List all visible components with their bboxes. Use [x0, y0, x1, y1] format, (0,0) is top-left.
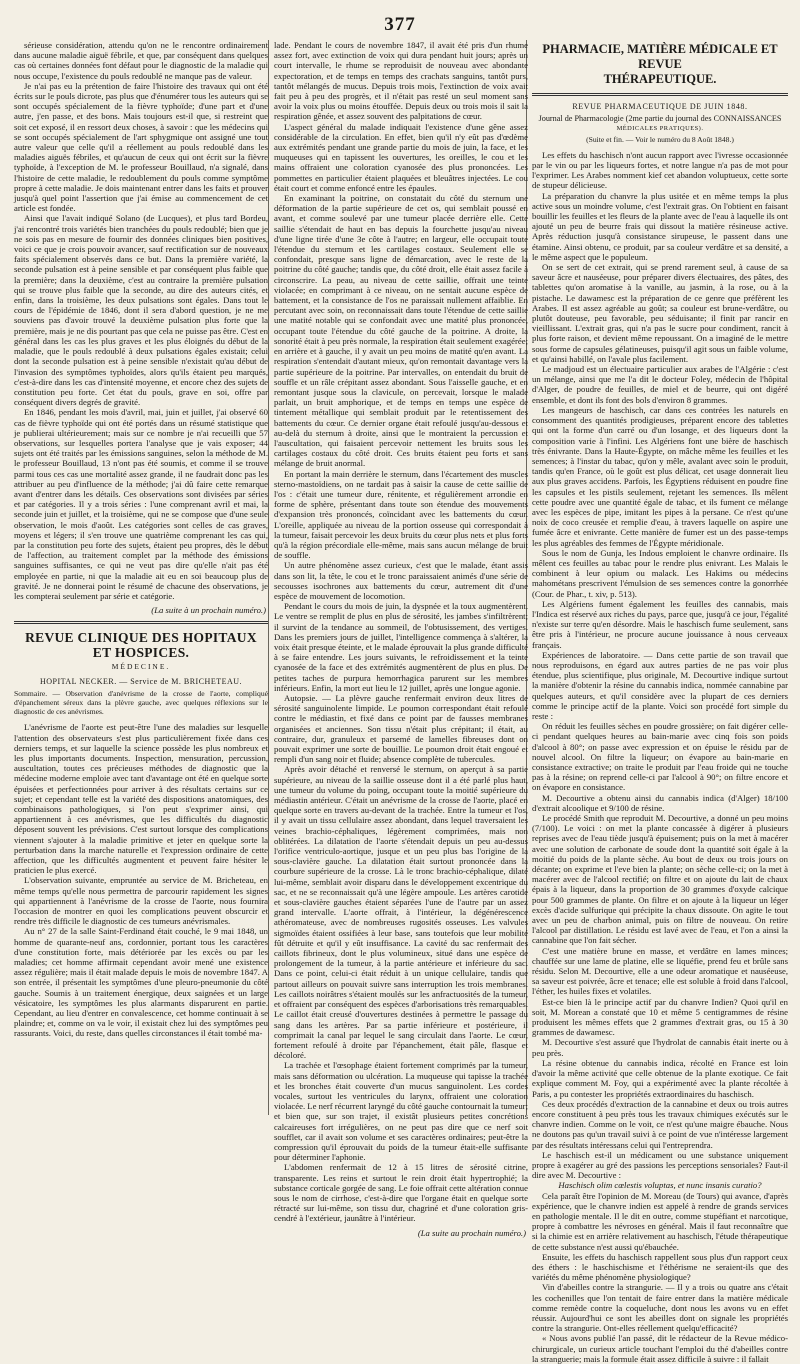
col3-paragraph: Vin d'abeilles contre la strangurie. — Il y a trois ou quatre ans c'était les cochenilles que l'on tentait de faire entrer dans la matière médicale comme remède contre la coqueluche, dont nous les avons vu en effet réussir. Aujourd'hui ce sont les abeilles dont on signale les propriétés contre la strangurie. Ont-elles réellement quelqu'efficacité? — [532, 1282, 788, 1334]
col3-paragraph: Est-ce bien là le principe actif par du chanvre Indien? Quoi qu'il en soit, M. Morean a constaté que 10 et même 5 centigrammes de résine produisent les mêmes effets que 2 grammes d'extrait gras, ou 15 à 30 grammes de dawamesc. — [532, 996, 788, 1038]
col1-paragraph: Je n'ai pas eu la prétention de faire l'histoire des travaux qui ont été écrits sur le pouls dicrote, pas plus que d'énumérer tous les auteurs qui se sont occupés spécialement de la fièvre typhoïde; d'une part et d'une autre, j'en passe, et des bons. Mais toujours est-il que, si restreint que soit cet exposé, il en ressort deux choses, à savoir : que les médecins qui se sont occupés spécialement de l'art sphygmique ont assigné une tout autre valeur que celle qu'il a réellement au pouls redoublé dans les maladies aiguës fébriles, et qu'aucun de ceux qui ont écrit sur la fièvre typhoïde, à l'exception de M. le professeur Bouillaud, n'a signalé, dans l'histoire de cette maladie, le redoublement du pouls comme symptôme propre à cette maladie. Je dois maintenant entrer dans les faits et prouver jusqu'à quel point l'assertion que j'ai émise au commencement de cet article est fondée. — [14, 80, 268, 214]
col1-paragraph: Ainsi que l'avait indiqué Solano (de Lucques), et plus tard Bordeu, j'ai rencontré trois variétés bien tranchées du pouls redoublé; bien que je ne sois pas en mesure de fournir des données cliniques bien positives, voici ce que je crois pouvoir avancer, sauf rectification sur de nouveaux faits spécialement observés dans ce but. Dans la première variété, la seconde pulsation est à peine sensible et par conséquent plus faible que la première; dans la deuxième, c'est au contraire la première pulsation qui se trouve plus faible que la seconde, au dire des auteurs cités, et enfin, dans la troisième, les deux pulsations sont égales. Dans tout le cours de l'épidémie de 1846, dont il sera d'abord question, je ne me souviens pas d'avoir trouvé la deuxième pulsation plus forte que la première, mais je ne dis pourtant pas que cela ne puisse pas être. C'est en général dans les cas les plus graves et les plus éloignés du début de la maladie, que le pouls redoublé à deux pulsations égales existait; celui dont la seconde pulsation est à peine sensible n'existait qu'au début de l'invasion des symptômes typhoïdes, alors qu'ils étaient peu marqués, c'est-à-dire dans les cas d'intensité moyenne, et encore chez des sujets de constitution peu forte. Cet état du pouls, grave en soi, offre par conséquent divers degrés de gravité. — [14, 213, 268, 408]
col1-paragraph: L'anévrisme de l'aorte est peut-être l'une des maladies sur lesquelle l'attention des observateurs s'est plus particulièrement fixée dans ces derniers temps, et sur laquelle la science possède les plus nombreux et les plus importants documents. Inspection, mensuration, percussion, auscultation, toutes ces précieuses méthodes de diagnostic que la médecine moderne emploie avec tant d'avantage ont été en quelque sorte épuisées et perfectionnées pour arriver à des résultats certains sur ce sujet; et cependant telle est la variété des dispositions anatomiques, des combinaisons pathologiques, si l'on peut s'exprimer ainsi, qui appartiennent à ces anévrismes, que les difficultés du diagnostic déposent souvent les prévisions. C'est surtout lorsque des complications viennent s'ajouter à la maladie primitive et jeter en quelque sorte la perturbation dans la marche naturelle et l'expression ordinaire de cette affection, que les difficultés augmentent et peuvent faire hésiter le praticien le plus exercé. — [14, 722, 268, 876]
hospital-heading: HOPITAL NECKER. — Service de M. BRICHETEAU. — [39, 676, 243, 686]
col3-paragraph: Sous le nom de Gunja, les Indous emploient le chanvre ordinaire. Ils mêlent ces feuilles au tabac pour le rendre plus enivrant. Les Malais le combinent à leur opium ou malack. Les Hakims ou médecins mahométans prescrivent l'émulsion de ses semences contre la gonorrhée (Cour. de Phar., t. xiv, p. 513). — [532, 547, 788, 599]
column-2 — [274, 40, 528, 1238]
column-3-title-line1: PHARMACIE, MATIÈRE MÉDICALE ET REVUE — [542, 42, 778, 71]
col2-paragraph: En examinant la poitrine, on constatait du côté du sternum une déformation de la partie supérieure de cet os, qui semblait poussé en avant, et comme soulevé par une tumeur placée derrière elle. Cette saillie s'étendait de haut en bas depuis la fourchette jusqu'au niveau d'une ligne tirée d'une 3e côte à l'autre; en largeur, elle occupait toute l'étendue du sternum et les cartilages costaux. Seulement elle se confondait, presque sans ligne de démarcation, avec le reste de la poitrine du côté gauche; tandis que, du côté droit, elle était assez facile à circonscrire. La peau, au niveau de cette saillie, offrait une teinte violacée; en comprimant à ce niveau, on ne sentait aucune espèce de battement, et la consistance de l'os ne paraissait nullement affaiblie. En percutant avec soin, on reconnaissait dans toute l'étendue de cette saillie une matité notable qui se confondait avec une matité plus prononcée, occupant toute l'étendue du côté gauche de la poitrine. A droite, la sonorité était à peu près normale, la respiration était seulement exagérée; en arrière et à gauche, il y avait un peu moins de matité qu'en avant. La respiration s'entendait d'autant mieux, qu'on remontait davantage vers la partie supérieure de la poitrine. Par intervalles, on entendait du bruit de souffle et un râle crépitant assez abondant. Sous l'aisselle gauche, et en remontant jusque sous la clavicule, on percevait, lorsque le malade parlait, un bruit amphorique, et de temps en temps une espèce de tintement métallique qui semblait produit par le retentissement des battements du cœur. Ce dernier organe était refoulé jusqu'au-dessous et au-delà du sternum à droite, ainsi que le montraient la percussion et l'auscultation, qui faisaient percevoir nettement les bruits sous les cartilages costaux du côté droit. Ces bruits étaient peu forts et sans mélange de bruit anormal. — [274, 193, 528, 469]
col2-paragraph: En portant la main derrière le sternum, dans l'écartement des muscles sterno-mastoïdiens, on ne tardait pas à saisir la cause de cette saillie de l'os : c'était une tumeur dure, rénitente, et régulièrement arrondie en forme de sphère, présentant dans toute son étendue des mouvements d'expansion très prononcés, coïncidant avec les battements du cœur. L'oreille, appliquée au niveau de la portion osseuse qui correspondait à la tumeur, faisait percevoir les deux bruits du cœur plus nets et plus forts qu'à la région précordiale elle-même, mais sans aucun mélange de bruit de souffle. — [274, 468, 528, 561]
col3-paragraph: Cela paraît être l'opinion de M. Moreau (de Tours) qui avance, d'après expérience, que le chanvre indien est appelé à rendre de grands services en pathologie mentale. Il le dit en outre, comme stupéfiant et narcotique, propre à combattre les névroses en général. Mais il faut reconnaître que si la chimie est en arrière relativement au haschisch, l'étude thérapeutique de cette substance n'est aussi qu'ébauchée. — [532, 1190, 788, 1252]
col2-paragraph: Après avoir détaché et renversé le sternum, on aperçut à sa partie supérieure, au niveau de la saillie osseuse dont il a été parlé plus haut, une tumeur du volume du poing, occupant toute la moitié supérieure du médiastin antérieur. C'était un anévrisme de la crosse de l'aorte, placé en quelque sorte en travers au-devant de la trachée. Entre la tumeur et l'os, il y avait un tissu cellulaire assez abondant, dans lequel traversaient les veines brachio-céphaliques, légèrement comprimées, mais non oblitérées. La dilatation de l'aorte s'étendait depuis un peu au-dessus l'orifice ventriculo-aortique, jusque et un peu plus bas l'origine de la sous-clavière gauche. La dilatation était surtout prononcée dans la courbure supérieure de la crosse. Là le tronc brachio-céphalique, dilaté lui-même, semblait avoir disparu dans le développement excentrique du sac, et ne se reconnaissait qu'à une légère ampoule. Les artères carotide et sous-clavière gauches étaient séparées l'une de l'autre par un assez grand intervalle. L'aorte offrait, à l'intérieur, la dégénérescence athéromateuse, avec de nombreuses rugosités osseuses. Les valvules sigmoïdes étaient ossifiées à leur base, sans toutefois que leur mobilité fût détruite et qu'il y eût insuffisance. La cavité du sac renfermait des caillots fibrineux, dont le plus volumineux, situé dans une espèce de prolongement de la tumeur, à la partie antérieure et inférieure du sac. Dans ce point, celui-ci était réduit à un unique cellulaire, tandis que partout ailleurs on pouvait suivre sans interruption les trois membranes. Les caillots noirâtres s'étaient moulés sur les anfractuosités de la tumeur, et offraient par conséquent des espèces d'arborisations très remarquables. Le caillot était creusé d'ouvertures destinées à permettre le passage du sang dans les artères. Par sa partie inférieure et postérieure, il comprimait la canal par lequel le sang circulait dans l'aorte. Le cœur, fortement refoulé à droite par l'épanchement, était pâle, flasque et décoloré. — [274, 764, 528, 1061]
col3-paragraph: Le madjoud est un électuaire particulier aux arabes de l'Algérie : c'est un mélange, ainsi que me l'a dit le docteur Foley, médecin de l'hôpital d'Alger, de poudre de feuilles, de miel et de beurre, qui ont digéré ensemble, et dont ils font des bols d'environ 8 grammes. — [532, 364, 788, 405]
col3-paragraph: « Nous avons publié l'an passé, dit le rédacteur de la Revue médico-chirurgicale, un curieux article touchant l'emploi du thé d'abeilles contre la stranguerie; mais la formule était assez difficile à suivre : il fallait — [532, 1333, 788, 1364]
continued-note: (La suite au prochain numéro.) — [417, 1227, 526, 1238]
col3-paragraph: Expériences de laboratoire. — Dans cette partie de son travail que nous reproduisons, en égard aux autres parties de ne pas voir plus étendue, plus scientifique, plus originale, M. Decourtive indique surtout la manière d'obtenir la résine du cannabis indica, nommée cannabine par quelques auteurs, et qu'il considère avec la plupart de ces derniers comme le principe actif de la plante. Voici son procédé fort simple du reste : — [532, 649, 788, 721]
col3-paragraph: M. Decourtive s'est assuré que l'hydrolat de cannabis était inerte ou à peu près. — [532, 1037, 788, 1058]
section-subtitle: MÉDECINE. — [111, 662, 171, 672]
col1-paragraph: L'observation suivante, empruntée au service de M. Bricheteau, en même temps qu'elle nous permettra de parcourir rapidement les signes qui appartiennent à l'anévrisme de la crosse de l'aorte, nous fournira l'occasion de montrer en quoi les complications peuvent obscurcir et rendre très difficile le diagnostic de ces tumeurs anévrismales. — [14, 875, 268, 927]
col3-paragraph: M. Decourtive a obtenu ainsi du cannabis indica (d'Alger) 18/100 d'extrait alcoolique et 9/100 de résine. — [532, 792, 788, 813]
col3-paragraph: Les mangeurs de haschisch, car dans ces contrées les naturels en consomment des quantités prodigieuses, préparent encore des tablettes qui ont la forme d'un carré ou d'un losange, et des liqueurs dont la composition varie à l'infini. Les Algériens font une bière de haschisch très énivrante. Dans la Haute-Égypte, on mâche même les feuilles et les semences; à l'instar du tabac, qu'on y mêle, avalant avec soin le produit, tandis qu'en France, où le goût est plus délicat, cet usage donnerait lieu aux plus graves accidens. Parfois, les Égyptiens réduisent en poudre fine les capsules et les pistils seulement, rejetant les semences. Ils mêlent cette poudre avec une quantité égale de tabac, et ils fument ce mélange avec les espèces de pipe, imitant les pipes à la persane. Ce n'est qu'une noix de coco creusée et remplie d'eau, à travers laquelle on aspire une fumée âcre et enivrante. Cette manière de fumer est un des passe-temps les plus agréables des femmes de l'Égypte méridionale. — [532, 404, 788, 548]
sommaire: Sommaire. — Observation d'anévrisme de la crosse de l'aorte, compliqué d'épanchement séreux dans la plèvre gauche, avec quelques réflexions sur le diagnostic de ces anévrismes. — [14, 688, 268, 717]
col3-paragraph: Haschisch olim cœlestis voluptas, et nunc insanis curatio? — [558, 1180, 762, 1191]
col3-paragraph: La préparation du chanvre la plus usitée et en même temps la plus active sous un moindre volume, c'est l'extrait gras. On l'obtient en faisant bouillir les feuilles et les fleurs de la plante avec de l'eau à laquelle ils ont ajouté un peu de beurre frais qui dissout la matière résineuse active. Après réduction jusqu'à consistance sirupeuse, le passent dans une étamine. Ainsi obtenu, ce produit, par sa couleur verdâtre et sa densité, a le même aspect que le populeum. — [532, 190, 788, 262]
section-divider — [14, 621, 268, 624]
journal-subline: MÉDICALES PRATIQUES). — [616, 125, 704, 133]
column-rule-left — [268, 40, 269, 1115]
col2-paragraph: Pendant le cours du mois de juin, la dyspnée et la toux augmentèrent. Le ventre se remplit de plus en plus de sérosité, les jambes s'infiltrèrent; il survint de la tendance au sommeil, de l'obtusissement, des vertiges. Dans les premiers jours de juillet, l'intelligence commença à s'altérer, la voix était presque éteinte, et le malade éprouvait la plus grande difficulté à se faire entendre. Les jours suivants, le refroidissement et la teinte cyanosée de la face et des extrémités augmentèrent de plus en plus. De petites taches de purpura hemorrhagica parurent sur les membres inférieurs. Enfin, la mort eut lieu le 12 juillet, après une longue agonie. — [274, 601, 528, 693]
column-1 — [14, 40, 268, 1115]
section-title: REVUE CLINIQUE DES HOPITAUX ET HOSPICES. — [25, 630, 257, 661]
col2-paragraph: lade. Pendant le cours de novembre 1847, il avait été pris d'un rhume assez fort, avec extinction de voix qui dura pendant huit jours; après un court intervalle, le rhume se reproduisit de nouveau avec abondante expectoration, et de temps en temps des crachats sanguins, tantôt purs, tantôt mélangés de mucus. Depuis trois mois, l'extinction de voix avait fait peu à peu des progrès, et il n'était pas resté un seul moment sans avoir la voix plus ou moins étouffée. Depuis deux ou trois mois il sait la respiration gênée, et assez souvent des palpitations de cœur. — [274, 40, 528, 122]
col3-paragraph: Le procédé Smith que reproduit M. Decourtive, a donné un peu moins (7/100). Le voici : on met la plante concassée à digérer à plusieurs reprises avec de l'eau tiède jusqu'à épuisement; puis on la met à macérer avec une solution de carbonate de soude dont la quantité soit égale à la moitié du poids de la plante sèche. Au bout de deux ou trois jours on décante; on exprime et l'eve bien la plante; on sèche celle-ci; on la met à macérer avec de l'alcool rectifié; on filtre et on ajoute du lait de chaux épais à la liqueur, dans la proportion de 30 grammes d'oxyde calcique pour 500 grammes de plante. On filtre et on ajoute à la liqueur un léger excès d'acide sulfurique qui précipite la chaux dissoute. On agite le tout avec un peu de charbon animal, puis on filtre de nouveau. On retire l'alcool par distillation. Le résidu est lavé avec de l'eau, et l'on a ainsi la cannabine que l'on fait sécher. — [532, 813, 788, 946]
col3-paragraph: On réduit les feuilles sèches en poudre grossière; on fait digérer celle-ci pendant quelques heures au bain-marie avec cinq fois son poids d'alcool à 80°; on passe avec expression et on épuise le résidu par de nouvel alcool. On filtre la liqueur; on évapore au bain-marie en consistance extractive; on traite le produit par l'eau froide qui ne touche pas à la résine; on reprend celle-ci par l'alcool à 90°; on filtre encore et on évapore en consistance. — [532, 721, 788, 793]
col1-paragraph: En 1846, pendant les mois d'avril, mai, juin et juillet, j'ai observé 60 cas de fièvre typhoïde qui ont été portés dans un résumé statistique que je publierai ultérieurement; mais sur ce nombre je n'ai recueilli que 57 observations, sur lesquelles portera l'analyse que je vais exposer; 44 sujets ont été traités par les émissions sanguines, selon la méthode de M. le professeur Bouillaud, 13 n'ont pas été soumis, et comme il se trouve parmi tous ces cas une mortalité assez grande, il ne faudrait donc pas les attribuer au peu d'influence de la méthode; j'ai dû faire cette remarque avant d'entrer dans les détails. Ces observations sont divisées par séries et par catégories. Il y a trois séries : l'une comprenant avril et mai, la seconde juin et juillet, et la troisième, qui ne se compose que d'une seule observation, le mois d'août. Les catégories sont celles de cas graves, moyens et légers; il s'en trouve une quatrième comprenant les cas qui, par la constitution peu forte des sujets, étaient peu propres, dès le début de l'affection, au traitement complet par la méthode des émissions sanguines suffisantes, ce qui ne veut pas dire qu'elle n'ait pas été employée en partie, ni que la maladie ait eu en soi beaucoup plus de gravité. Je ne donnerai point le résumé de chacune des observations, je les compterai seulement par série et catégorie. — [14, 407, 268, 601]
column-3-title — [532, 42, 788, 87]
continuation-note: (Suite et fin. — Voir le numéro du 8 Août 1848.) — [586, 134, 734, 144]
col3-paragraph: Ces deux procédés d'extraction de la cannabine et deux ou trois autres encore constituent à peu près tous les travaux chimiques exécutés sur le chanvre indien. Comme on le voit, ce n'est qu'une maigre ébauche. Nous ne doutons pas qu'un travail suivi à ce point de vue n'intéresse largement par des résultats intéressans celui qui l'entreprendra. — [532, 1098, 788, 1150]
col2-paragraph: Autopsie. — La plèvre gauche renfermait environ deux litres de sérosité sanguinolente limpide. Le poumon correspondant était refoulé contre le médiastin, et fixé dans ce point par de fausses membranes organisées et anciennes. Son tissu n'était plus crépitant; il était, au contraire, dur, granuleux et parsemé de lamelles fibreuses dont on pouvait exprimer une sorte de bouillie. Le poumon droit était engoué et rempli d'un sang noir et fluide; absence complète de tubercules. — [274, 693, 528, 765]
col3-paragraph: Ensuite, les effets du haschisch rappellent sous plus d'un rapport ceux des éthers : le haschischisme et l'éthérisme ne seraient-ils que des variétés du même phénomène physiologique? — [532, 1251, 788, 1283]
revue-heading: REVUE PHARMACEUTIQUE DE JUIN 1848. — [572, 102, 748, 111]
continued-note: (La suite à un prochain numéro.) — [151, 605, 266, 616]
col2-paragraph: L'abdomen renfermait de 12 à 15 litres de sérosité citrine, transparente. Les reins et surtout le rein droit était hypertrophié; la substance corticale gorgée de sang. Le foie offrait cette altération connue sous le nom de cirrhose, c'est-à-dire que l'organe était en quelque sorte rétracté sur lui-même, son tissu dur, chagriné et d'une coloration gris-cendré à l'extérieur, jaunâtre à l'intérieur. — [274, 1162, 528, 1224]
col3-paragraph: Les Algériens fument également les feuilles des cannabis, mais l'Indica est réservé aux riches du pays, parce que, jusqu'à ce jour, l'égalité n'existe sur terre qu'en désordre. Mais le haschisch fume seulement, sans être pris à l'intérieur, ne procure aucune jouissance à nous cerveaux français. — [532, 598, 788, 650]
col1-paragraph: Au n° 27 de la salle Saint-Ferdinand était couché, le 9 mai 1848, un homme de quarante-neuf ans, cordonnier, portant tous les caractères d'une constitution forte, mais détériorée par les excès ou par les maladies; cet homme affirmait cependant avoir mené une existence assez régulière; mais il était malade depuis le mois de novembre 1847. A son entrée, il présentait les symptômes d'une pleuro-pneumonie du côté gauche. Soumis à un traitement énergique, deux saignées et un large vésicatoire, les symptômes les plus alarmants disparurent en partie. Cependant, au lieu d'entrer en convalescence, cet homme continuait à se plaindre; et, comme on va le voir, il existait chez lui des symptômes peu rassurants. Voici, du reste, dans quelles circonstances il était tombé ma- — [14, 926, 268, 1039]
col2-paragraph: La trachée et l'œsophage étaient fortement comprimés par la tumeur, mais sans déformation ou ulcération. La muqueuse qui tapisse la trachée et les bronches était couverte d'un mucus sanguinolent. Les cordes vocales, surtout les ventricules du larynx, offraient une coloration violacée. Le nerf récurrent laryngé du côté gauche contournait la tumeur; et bien que, sur son trajet, il existât plusieurs petites concrétions calcaireuses fort irrégulières, on ne peut pas dire que ce nerf soit soufflet, car il avait son volume et ses caractères ordinaires; peut-être la compression qu'il éprouvait du poids de la tumeur était-elle suffisante pour déterminer l'aphonie. — [274, 1060, 528, 1163]
col3-paragraph: C'est une matière brune en masse, et verdâtre en lames minces; chauffée sur une lame de platine, elle se liquéfie, prend feu et brûle sans résidu. Selon M. Decourtive, elle a une odeur aromatique et nauséeuse, sa saveur est poivrée, âcre et tenace; elle est soluble à froid dans l'alcool, l'éther, les huiles fixes et volatiles. — [532, 945, 788, 997]
col3-paragraph: Les effets du haschisch n'ont aucun rapport avec l'ivresse occasionnée par le vin ou par les liqueurs fortes, et notre langue n'a pas de mot pour l'exprimer. Les Arabes nomment kief cet abandon voluptueux, cette sorte de stupeur délicieuse. — [532, 149, 788, 191]
col2-paragraph: L'aspect général du malade indiquait l'existence d'une gêne assez considérable de la circulation. En effet, bien qu'il n'y eût pas d'œdème aux extrémités pendant une grande partie du mois de juin, la face, et les muqueuses qui en tapissent les ouvertures, les oreilles, le cou et les mains offraient une coloration cyanosée des plus prononcées. Les pommettes en particulier étaient plaquées et bleuâtres injectées. Le cou était court et comme enfoncé entre les épaules. — [274, 121, 528, 193]
col2-paragraph: Un autre phénomène assez curieux, c'est que le malade, étant assis dans son lit, la tête, le cou et le tronc paraissaient animés d'une série de secousses isochrones aux battements du cœur, autrement dit d'une espèce de mouvement de locomotion. — [274, 560, 528, 601]
col3-paragraph: La résine obtenue du cannabis indica, récolté en France est loin d'avoir la même activité que celle obtenue de la plante exotique. Ce fait explique comment M. Foy, qui a expérimenté avec la plante récoltée à Paris, a pu contester les propriétés extraordinaires du haschisch. — [532, 1057, 788, 1099]
column-3-title-line2: THÉRAPEUTIQUE. — [603, 72, 717, 86]
journal-line: Journal de Pharmacologie (2me partie du journal des CONNAISSANCES — [538, 114, 782, 124]
page-number: 377 — [384, 14, 416, 35]
col3-paragraph: On se sert de cet extrait, qui se prend rarement seul, à cause de sa saveur âcre et nauséeuse, pour préparer divers électuaires, des pâtes, des tablettes qu'on aromatise à la vanille, au jasmin, à la rose, ou à la pistache. Le dawamesc est la préparation de ce genre que préfèrent les Arabes. Il est assez agréable au goût; sa couleur est brune-verdâtre, ou plutôt douteuse, peu favorable, peu séduisante; il finit par rancir en vieillissant. L'extrait gras, qui n'a pas le sucre pour condiment, rancit à plus forte raison, et devient même repoussant. On a imaginé de le mettre sous forme de capsules gélatineuses, puisqu'il agit sous un faible volume, et qu'ainsi habillé, on l'avale plus facilement. — [532, 262, 788, 364]
col3-paragraph: Le haschisch est-il un médicament ou une substance uniquement propre à exagérer au gré des passions les perceptions sensoriales? Faut-il dire avec M. Decourtive : — [532, 1149, 788, 1181]
column-3 — [532, 40, 788, 1364]
col1-paragraph: sérieuse considération, attendu qu'on ne le rencontre ordinairement dans aucune maladie aiguë fébrile, et que, par conséquent dans quelques cas où certaines données font défaut pour le diagnostic de la maladie qui nous occupe, l'existence du pouls redoublé ne manque pas de valeur. — [14, 40, 268, 81]
title-rule — [532, 93, 788, 96]
